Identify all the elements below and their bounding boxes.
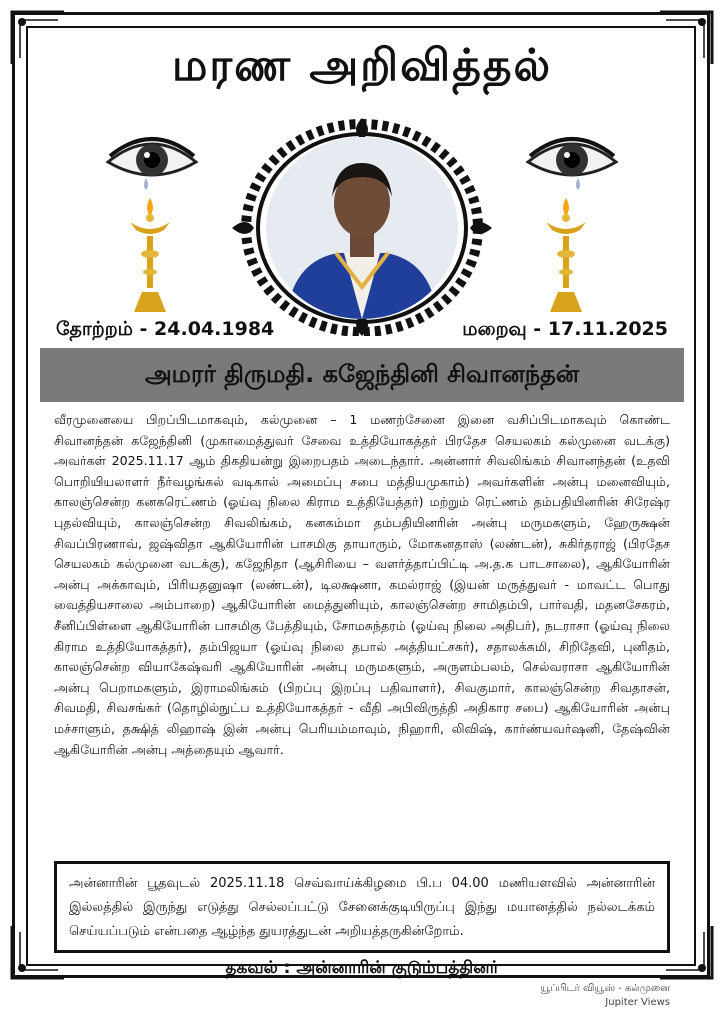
credit-line-tamil: யூப்பிடர் வியூஸ் - கல்முனை xyxy=(540,983,670,994)
credit xyxy=(540,982,670,1010)
credit-line-english: Jupiter Views xyxy=(605,997,670,1008)
person-silhouette-icon xyxy=(266,137,458,319)
crying-eye-icon-right xyxy=(522,132,622,192)
birth-date: தோற்றம் - 24.04.1984 xyxy=(56,318,275,340)
information-line: தகவல் : அன்னாரின் குடும்பத்தினர் xyxy=(225,958,499,978)
biography-text: வீரமுனையை பிறப்பிடமாகவும், கல்முனை – 1 மணற்சேனை இனை வசிப்பிடமாகவும் கொண்ட சிவானந்தன் கஜேந்தினி (முகாமைத்துவர் சேவை உத்தியோகத்தர் பிரதேச செயலகம் கல்முனை வடக்கு) அவர்கள் 2025.11.17 ஆம் திகதியன்று இறைபதம் அடைந்தார். அன்னார் சிவலிங்கம் சிவானந்தன் (உதவி பொறியியலாளர் நீர்வழங்கல் வடிகால் அமைப்பு சபை மத்தியமுகாம்) அவர்களின் அன்பு மனைவியும், காலஞ்சென்ற கனகரெட்ணம் (ஓய்வு நிலை கிராம உத்தியேத்தர்) மற்றும் ரெட்ணம் தம்பதியினரின் சிரேஷ்ர புதல்வியும், காலஞ்சென்ற சிவலிங்கம், கனகம்மா தம்பதியினரின் அன்பு மருமகளும், ஹேருக்ஷன் சிவப்பிரணாவ், ஜஷ்விதா ஆகியோரின் பாசமிகு தாயாரும், மோகனதாஸ் (லண்டன்), சுகிர்தராஜ் (பிரதேச செயலகம் கல்முனை வடக்கு), கஜேநிதா (ஆசிரியை – வளர்த்தாப்பிட்டி அ.த.க பாடசாலை), ஆகியோரின் அன்பு அக்காவும், பிரியதனுஷா (லண்டன்), டிலக்ஷனா, கமல்ராஜ் (இயன் மருத்துவர் - மாவட்ட பொது வைத்தியசாலை அம்பாறை) ஆகியோரின் மைத்துனியும், காலஞ்சென்ற சாமிதம்பி, பார்வதி, மதனசேகரம், சீனிப்பிள்ளை ஆகியோரின் பாசமிகு பேத்தியும், சோமசுந்தரம் (ஓய்வு நிலை அதிபர்), நடராசா (ஓய்வு நிலை கிராம உத்தியோகத்தர்), தம்பிஜயா (ஓய்வு நிலை தபால் அத்தியட்சகர்), சதாலக்சுமி, சிறிதேவி, புனிதம், காலஞ்சென்ற வியாகேஷ்வரி ஆகியோரின் அன்பு மருமகளும், அருளம்பலம், செல்வராசா ஆகியோரின் அன்பு பெறாமகளும், இராமலிங்கம் (பிறப்பு இறப்பு பதிவாளர்), சிவகுமார், காலஞ்சென்ற சிவதாசன், சிவமதி, சிவசங்கர் (தொழில்நுட்ப உத்தியோகத்தர் - வீதி அபிவிருத்தி அதிகார சபை) ஆகியோரின் அன்பு மச்சாளும், தக்ஷித் லிஹாஷ் இன் அன்பு பெரியம்மாவும், நிஹாரி, லிவிஷ், கார்ண்யவர்ஷனி, தேஷ்வின் ஆகியோரின் அன்பு அத்தையும் ஆவார். xyxy=(54,412,670,757)
portrait-photo xyxy=(266,137,458,319)
deceased-name: அமரர் திருமதி. கஜேந்தினி சிவானந்தன் xyxy=(144,359,580,388)
page-title: மரண அறிவித்தல் xyxy=(171,40,553,91)
death-date: மறைவு - 17.11.2025 xyxy=(462,318,668,340)
oil-lamp-icon-right xyxy=(536,196,596,316)
name-banner xyxy=(40,348,684,402)
funeral-notice: அன்னாரின் பூதவுடல் 2025.11.18 செவ்வாய்க்கிழமை பி.ப 04.00 மணியளவில் அன்னாரின் இல்லத்தில் இருந்து எடுத்து செல்லப்பட்டு சேனைக்குடியிருப்பு இந்து மயானத்தில் நல்லடக்கம் செய்யப்படும் என்பதை ஆழ்ந்த துயரத்துடன் அறியத்தருகின்றோம். xyxy=(54,861,670,953)
crying-eye-icon-left xyxy=(102,132,202,192)
oil-lamp-icon-left xyxy=(120,196,180,316)
